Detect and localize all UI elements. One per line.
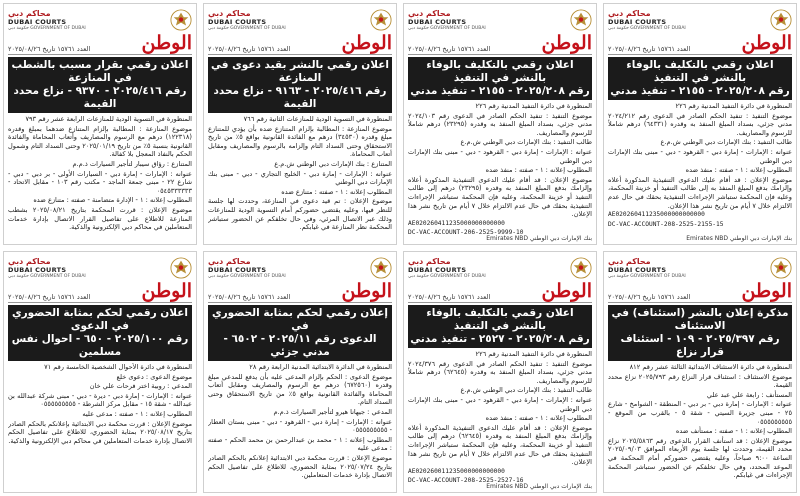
notice-paragraph: موضوع الإعلان : قررت المحكمة بتاريخ ٢٠٢٥/٠٨/٢١ بشطب المنازعة للاطلاع على تفاصيل القرار الاتصال بإدارة خدمات المتعاملين في محاكم دبي الإلكترونية والذكية. xyxy=(8,205,192,232)
court-name-ar: محاكم دبي xyxy=(8,257,51,266)
dubai-courts-logo xyxy=(8,9,86,31)
notice-paragraph: موضوع الاستئناف : استئناف قرار النزاع رقم ٢٠٢٥/٧٩٣ نزاع محدد القيمة. xyxy=(608,372,792,390)
notice-paragraph: عنوانه : الإمارات - إمارة دبي - السيارات الأولى - بر دبي - دبي - شارع ٢٢ - مبنى جمعة الماجد - مكتب رقم ١٠٣ - مقابل الاتحاد - ٠٥٤٥٣٣٣٣٣٣ xyxy=(8,169,192,195)
notice-title-line-1: اعلان رقمي لحكم بمثابة الحضوري في الدعوى xyxy=(12,307,188,332)
notice-paragraph: موضوع التنفيذ : تنفيذ الحكم الصادر في الدعوى رقم ٢٠٢٤/٢١٢ مدني جزئي، بسداد المبلغ المنفذ به وقدره (٦٤٣٣١) درهم شاملاً للرسوم والمصاريف. xyxy=(608,111,792,137)
court-name-en: DUBAI COURTS xyxy=(208,18,267,26)
notice-paragraph: موضوع المنازعة : المطالبة بإلزام المتنازع ضده بأن يؤدي للمتنازع مبلغ وقدره (٣٤٥٣٠) درهم مع الفائدة القانونية بواقع ٥٪ من تاريخ الاستحقاق وحتى السداد التام وإلزامه بالرسوم والمصاريف ومقابل أتعاب المحاماة. xyxy=(208,124,392,159)
notice-paragraph: المنظورة في التسوية الودية للمنازعات الثانية رقم ٧٦٦ xyxy=(243,115,392,123)
bank-footer: بنك الإمارات دبي الوطني Emirates NBD xyxy=(686,235,792,242)
notice-header xyxy=(8,255,192,281)
issue-number-date: العدد ١٥٧٦١ تاريخ ٢٠٢٥/٠٨/٢٦ xyxy=(408,45,491,53)
government-label: حكومة دبي GOVERNMENT OF DUBAI xyxy=(608,274,686,279)
falcon-emblem-icon xyxy=(770,9,792,31)
notice-paragraph: المتنازع : رؤاق سيبار لتأجير السيارات ذ.م.م xyxy=(72,159,192,168)
notice-paragraph: عنوانه : الإمارات - إمارة دبي - القرهود - دبي - مبنى بستان العطار - ٠٥٥٥٥٥٥٥٥٥ xyxy=(208,417,392,435)
notice-title-line-2: رقم ٢٠٢٥/٢٠٨ - ٢٥٢٧ - تنفيذ مدني xyxy=(410,333,590,345)
newspaper-masthead xyxy=(208,34,392,55)
notice-paragraph: موضوع التنفيذ : تنفيذ الحكم الصادر في الدعوى رقم ٢٠٢٤/٣٧٦ مدني جزئي، بسداد المبلغ المنفذ به وقدره (٦٢٦٤٥) درهم شاملاً للرسوم والمصاريف. xyxy=(408,359,592,385)
newspaper-masthead xyxy=(408,34,592,55)
notice-title-line-1: اعلان رقمي بالتكليف بالوفاء بالنشر في التنفيذ xyxy=(426,307,574,332)
notice-header xyxy=(208,255,392,281)
notice-title-line-2: رقم ٢٠٢٥/٤١٦ - ٩١٦٣ - نزاع محدد القيمة xyxy=(213,85,387,110)
court-notice xyxy=(203,251,397,493)
notice-body xyxy=(208,115,392,241)
newspaper-title: الوطن xyxy=(741,32,792,54)
notice-paragraph: المنظورة في التسوية الودية للمنازعات الرابعة عشر رقم ٧٩٣ xyxy=(25,115,192,123)
court-notice xyxy=(603,3,797,245)
notice-title-line-2: رقم ٢٠٢٥/١٠٠ - ٦٥٠ - احوال نفس مسلمين xyxy=(11,333,189,358)
notice-header xyxy=(408,255,592,281)
notice-paragraph: طالب التنفيذ : بنك الإمارات دبي الوطني ش.م.ع xyxy=(660,138,792,147)
newspaper-title: الوطن xyxy=(341,32,392,54)
notice-title xyxy=(8,305,192,361)
newspaper-masthead xyxy=(8,34,192,55)
notice-body xyxy=(8,363,192,489)
newspaper-title: الوطن xyxy=(541,32,592,54)
notice-paragraph: عنوانه : الإمارات - إمارة دبي - القرهود - دبي - مبنى بنك الإمارات دبي الوطني xyxy=(608,147,792,165)
bank-footer: بنك الإمارات دبي الوطني Emirates NBD xyxy=(486,235,592,242)
court-name-en: DUBAI COURTS xyxy=(608,18,667,26)
government-label: حكومة دبي GOVERNMENT OF DUBAI xyxy=(408,26,486,31)
notice-title-line-1: اعلان رقمي بالتكليف بالوفاء بالنشر في التنفيذ xyxy=(426,59,574,84)
notice-paragraph: AE020260411235000000000000 xyxy=(608,211,705,219)
notice-title-line-2: رقم ٢٠٢٥/٣٩٧ - ١٠٩ - استئناف قرار نزاع xyxy=(620,333,780,358)
notice-paragraph: المطلوب إعلانه : ١ - صفته : منفذ ضده xyxy=(485,166,592,175)
notice-title xyxy=(208,57,392,113)
notice-paragraph: عنوانه : الإمارات - إمارة دبي - بر دبي - المنطقة - الشوامخ - شارع ٢٥ - مبنى جزيرة السيتي - شقة ٥ - بالقرب من الموقع - ٠٥٥٥٥٥٥٥٥٥ xyxy=(608,400,792,426)
notice-paragraph: المتنازع : بنك الإمارات دبي الوطني ش.م.ع xyxy=(274,159,392,168)
falcon-emblem-icon xyxy=(570,257,592,279)
notice-body xyxy=(8,115,192,241)
notice-paragraph: المدعي : جيهانا هيرو لتأجير السيارات ذ.م.م xyxy=(273,407,392,416)
notice-title-line-1: اعلان رقمي بالتكليف بالوفاء بالنشر في التنفيذ xyxy=(626,59,774,84)
court-name-ar: محاكم دبي xyxy=(208,257,251,266)
notice-title xyxy=(408,57,592,100)
newspaper-masthead xyxy=(608,282,792,303)
court-name-ar: محاكم دبي xyxy=(608,9,651,18)
court-notice xyxy=(603,251,797,493)
bank-footer: بنك الإمارات دبي الوطني Emirates NBD xyxy=(486,483,592,490)
notice-body xyxy=(608,363,792,489)
court-name-ar: محاكم دبي xyxy=(608,257,651,266)
notice-paragraph: المطلوب إعلانه : ١ - صفته : متنازع ضده xyxy=(281,187,392,196)
notice-title-line-2: رقم ٢٠٢٥/٢٠٨ - ٢١٥٥ - تنفيذ مدني xyxy=(610,85,790,97)
notice-title xyxy=(408,305,592,348)
notice-title xyxy=(208,305,392,361)
court-name-ar: محاكم دبي xyxy=(8,9,51,18)
notice-paragraph: المنظورة في الدائرة الابتدائية المدنية الرابعة رقم ٢٨ xyxy=(249,363,392,371)
notice-paragraph: عنوانه : الإمارات - إمارة دبي - القرهود - دبي - مبنى بنك الإمارات دبي الوطني xyxy=(408,147,592,165)
dubai-courts-logo xyxy=(208,257,286,279)
notice-paragraph: AE020260011235000000000000 xyxy=(408,467,505,475)
dubai-courts-logo xyxy=(608,257,686,279)
notice-title-line-2: الدعوى رقم ٢٠٢٥/١١ - ٦٥٠٢ - مدني جزئي xyxy=(223,333,377,358)
notice-paragraph: المدعي : روبية اختر فرحات علي خان xyxy=(89,382,192,391)
government-label: حكومة دبي GOVERNMENT OF DUBAI xyxy=(408,274,486,279)
dubai-courts-logo xyxy=(608,9,686,31)
court-name-en: DUBAI COURTS xyxy=(8,18,67,26)
notice-paragraph: عنوانه : الإمارات - إمارة دبي - ديرة - دبي - مبنى شركة عبدالله بن عبدالله - شقة ١٥ - مقابل مركز الشرطة - ٠٥٥٥٥٥٥٥٥٥ xyxy=(8,391,192,409)
government-label: حكومة دبي GOVERNMENT OF DUBAI xyxy=(208,26,286,31)
notice-paragraph: المطلوب إعلانه : ١ - الإدارة متضامنة - صفته : متنازع ضده xyxy=(33,196,192,205)
dubai-courts-logo xyxy=(208,9,286,31)
notice-body xyxy=(208,363,392,489)
notice-header xyxy=(608,255,792,281)
court-name-en: DUBAI COURTS xyxy=(408,18,467,26)
notice-body xyxy=(608,102,792,234)
court-notice xyxy=(203,3,397,245)
issue-number-date: العدد ١٥٧٦١ تاريخ ٢٠٢٥/٠٨/٢٦ xyxy=(8,293,91,301)
issue-number-date: العدد ١٥٧٦١ تاريخ ٢٠٢٥/٠٨/٢٦ xyxy=(408,293,491,301)
dubai-courts-logo xyxy=(408,257,486,279)
notice-paragraph: طالب التنفيذ : بنك الإمارات دبي الوطني ش.م.ع xyxy=(460,138,592,147)
notice-paragraph: موضوع المنازعة : المطالبة بإلزام المتنازع ضدهما بمبلغ وقدره (١٢٢٣١٨) درهم مع الرسوم والمصاريف وأتعاب المحاماة والفائدة القانونية بنسبة ٥٪ من تاريخ ٢٠٢٥/٠١/١٩ وحتى السداد التام وشمول الحكم بالنفاذ المعجل بلا كفالة. xyxy=(8,124,192,159)
notice-title-line-1: مذكرة إعلان بالنشر (استئناف) في الاستئناف xyxy=(611,307,789,332)
notice-paragraph: المنظورة في دائرة التنفيذ المدنية رقم ٢٢٦ xyxy=(475,102,592,110)
issue-number-date: العدد ١٥٧٦١ تاريخ ٢٠٢٥/٠٨/٢٦ xyxy=(8,45,91,53)
government-label: حكومة دبي GOVERNMENT OF DUBAI xyxy=(608,26,686,31)
notice-header xyxy=(208,7,392,33)
newspaper-title: الوطن xyxy=(141,280,192,302)
notice-paragraph: موضوع الإعلان : قد أقام عليك الدعوى التنفيذية المذكورة أعلاه وإلزامك بدفع المبلغ المنفذ به وقدره (٦٢٦٤٥) درهم إلى طالب التنفيذ أو خزينة المحكمة، وعليه فإن المحكمة ستباشر الإجراءات التنفيذية بحقك في حال عدم الالتزام خلال ٧ أيام من تاريخ نشر هذا الإعلان. xyxy=(408,423,592,467)
newspaper-masthead xyxy=(608,34,792,55)
newspaper-masthead xyxy=(408,282,592,303)
court-notice xyxy=(3,251,197,493)
notice-title xyxy=(8,57,192,113)
notice-paragraph: موضوع الإعلان : قد أقام عليك الدعوى التنفيذية المذكورة أعلاه وإلزامك بدفع المبلغ المنفذ به إلى طالب التنفيذ أو خزينة المحكمة، وعليه فإن المحكمة ستباشر الإجراءات التنفيذية بحقك في حال عدم الالتزام خلال ٧ أيام من تاريخ نشر هذا الإعلان. xyxy=(608,175,792,210)
falcon-emblem-icon xyxy=(370,257,392,279)
notice-paragraph: موضوع الإعلان : قررت محكمة دبي الابتدائية بإعلانكم بالحكم الصادر بتاريخ ٢٠٢٥/٠٨/١٧ بمثابة الحضوري، للاطلاع على تفاصيل الحكم الاتصال بإدارة خدمات المتعاملين في محاكم دبي الإلكترونية والذكية. xyxy=(8,419,192,445)
falcon-emblem-icon xyxy=(370,9,392,31)
issue-number-date: العدد ١٥٧٦١ تاريخ ٢٠٢٥/٠٨/٢٦ xyxy=(608,45,691,53)
notice-paragraph: موضوع الإعلان : قررت محكمة دبي الابتدائية إعلانكم بالحكم الصادر بتاريخ ٢٠٢٥/٠٧/٢٤ بمثابة الحضوري، للاطلاع على تفاصيل الحكم الاتصال بإدارة خدمات المتعاملين. xyxy=(208,453,392,480)
newspaper-title: الوطن xyxy=(741,280,792,302)
notice-header xyxy=(408,7,592,33)
court-notice xyxy=(403,3,597,245)
notice-paragraph: موضوع التنفيذ : تنفيذ الحكم الصادر في الدعوى رقم ٢٠٢٤/١٠٣ مدني جزئي، بسداد المبلغ المنفذ به وقدره (٢٣٢٩٥) درهم شاملاً للرسوم والمصاريف. xyxy=(408,111,592,137)
notice-body xyxy=(408,102,592,234)
notice-paragraph: موضوع الإعلان : تم قيد دعوى في المنازعة، وحددت لها جلسة للنظر فيها، وعليه يقتضي حضوركم أمام التسوية الودية للمنازعات وذلك عبر الاتصال المرئي، وفي حال تخلفكم عن الحضور ستباشر المحكمة نظر المنازعة في غيابكم. xyxy=(208,197,392,232)
notice-paragraph: DC-VAC-ACCOUNT-206-2525-9999-10 xyxy=(408,229,524,234)
court-name-en: DUBAI COURTS xyxy=(408,266,467,274)
notice-paragraph: المنظورة في دائرة الاستئناف الابتدائية الثالثة عشر رقم ٨١٢ xyxy=(629,363,792,371)
notice-title-line-1: اعلان رقمي بقرار مسبب بالشطب في المنازعة xyxy=(11,59,189,84)
issue-number-date: العدد ١٥٧٦١ تاريخ ٢٠٢٥/٠٨/٢٦ xyxy=(608,293,691,301)
notice-title-line-2: رقم ٢٠٢٥/٢٠٨ - ٢١٥٥ - تنفيذ مدني xyxy=(410,85,590,97)
newspaper-title: الوطن xyxy=(141,32,192,54)
issue-number-date: العدد ١٥٧٦١ تاريخ ٢٠٢٥/٠٨/٢٦ xyxy=(208,293,291,301)
notice-paragraph: المطلوب إعلانه : ١ - صفته : مدعى عليه xyxy=(82,409,192,418)
notice-paragraph: DC-VAC-ACCOUNT-208-2525-2527-16 xyxy=(408,477,524,482)
dubai-courts-logo xyxy=(8,257,86,279)
newspaper-title: الوطن xyxy=(541,280,592,302)
falcon-emblem-icon xyxy=(170,9,192,31)
notice-paragraph: موضوع الدعوى : الحكم بإلزام المدعى عليه بأن يدفع للمدعي مبلغ وقدره (٦٧٢٥٦٠) درهم مع الرسوم والمصاريف ومقابل أتعاب المحاماة والفائدة القانونية بواقع ٥٪ من تاريخ الاستحقاق وحتى السداد التام. xyxy=(208,372,392,407)
falcon-emblem-icon xyxy=(170,257,192,279)
notice-paragraph: موضوع الإعلان : قد استأنف القرار بالدعوى رقم ٢٠٢٥/٥٨٦٣ نزاع محدد القيمة، وحددت لها جلسة يوم الأربعاء الموافق ٢٠٢٥/٠٩/٠٣ الساعة ٩:٠٠ صباحاً، وعليه يقتضي حضوركم أمام المحكمة في الموعد المحدد، وفي حال تخلفكم عن الحضور ستباشر المحكمة الإجراءات في غيابكم. xyxy=(608,436,792,480)
government-label: حكومة دبي GOVERNMENT OF DUBAI xyxy=(8,26,86,31)
notice-paragraph: المطلوب إعلانه : ١ - محمد بن عبدالرحمن بن محمد الحكم - صفته : مدعى عليه xyxy=(208,435,392,453)
notice-paragraph: موضوع الإعلان : قد أقام عليك الدعوى التنفيذية المذكورة أعلاه وإلزامك بدفع المبلغ المنفذ به وقدره (٢٣٢٩٥) درهم إلى طالب التنفيذ أو خزينة المحكمة، وعليه فإن المحكمة ستباشر الإجراءات التنفيذية بحقك في حال عدم الالتزام خلال ٧ أيام من تاريخ نشر هذا الإعلان. xyxy=(408,175,592,219)
dubai-courts-logo xyxy=(408,9,486,31)
falcon-emblem-icon xyxy=(570,9,592,31)
newspaper-masthead xyxy=(208,282,392,303)
notice-paragraph: عنوانه : الإمارات - إمارة دبي - الخليج التجاري - دبي - مبنى بنك الإمارات دبي الوطني xyxy=(208,169,392,187)
court-notice xyxy=(3,3,197,245)
notice-title xyxy=(608,57,792,100)
court-name-en: DUBAI COURTS xyxy=(8,266,67,274)
notice-title xyxy=(608,305,792,361)
notice-header xyxy=(8,7,192,33)
court-name-en: DUBAI COURTS xyxy=(608,266,667,274)
court-name-ar: محاكم دبي xyxy=(408,9,451,18)
notice-paragraph: المطلوب إعلانه : ١ - صفته : مستأنف ضده xyxy=(675,427,792,436)
issue-number-date: العدد ١٥٧٦١ تاريخ ٢٠٢٥/٠٨/٢٦ xyxy=(208,45,291,53)
notice-paragraph: المنظورة في دائرة التنفيذ المدنية رقم ٢٢٦ xyxy=(675,102,792,110)
notice-title-line-1: اعلان رقمي بالنشر بقيد دعوى في المنازعة xyxy=(210,59,389,84)
notice-title-line-1: إعلان رقمي لحكم بمثابة الحضوري في xyxy=(212,307,388,332)
notice-paragraph: المطلوب إعلانه : ١ - صفته : منفذ ضده xyxy=(685,166,792,175)
court-name-ar: محاكم دبي xyxy=(208,9,251,18)
court-notice xyxy=(403,251,597,493)
notice-paragraph: المطلوب إعلانه : ١ - صفته : منفذ ضده xyxy=(485,414,592,423)
notice-paragraph: موضوع الدعوى : دعوى خلع xyxy=(116,372,192,381)
court-name-ar: محاكم دبي xyxy=(408,257,451,266)
notice-paragraph: المستأنف : رابعة علي عبد علي xyxy=(706,390,792,399)
government-label: حكومة دبي GOVERNMENT OF DUBAI xyxy=(208,274,286,279)
notice-title-line-2: رقم ٢٠٢٥/٤١٦ - ٩٣٧٠ - نزاع محدد القيمة xyxy=(13,85,187,110)
notice-paragraph: المنظورة في دائرة التنفيذ المدنية رقم ٢٢٦ xyxy=(475,350,592,358)
notice-body xyxy=(408,350,592,482)
notice-paragraph: DC-VAC-ACCOUNT-208-2525-2155-15 xyxy=(608,220,724,228)
notice-header xyxy=(608,7,792,33)
notice-paragraph: AE020260411235000000000000 xyxy=(408,219,505,227)
newspaper-title: الوطن xyxy=(341,280,392,302)
notice-paragraph: عنوانه : الإمارات - إمارة دبي - القرهود - دبي - مبنى بنك الإمارات دبي الوطني xyxy=(408,395,592,413)
falcon-emblem-icon xyxy=(770,257,792,279)
newspaper-masthead xyxy=(8,282,192,303)
government-label: حكومة دبي GOVERNMENT OF DUBAI xyxy=(8,274,86,279)
notice-paragraph: المنظورة في دائرة الأحوال الشخصية الخامسة رقم ٧١ xyxy=(44,363,192,371)
court-name-en: DUBAI COURTS xyxy=(208,266,267,274)
notice-paragraph: طالب التنفيذ : بنك الإمارات دبي الوطني ش.م.ع xyxy=(460,386,592,395)
